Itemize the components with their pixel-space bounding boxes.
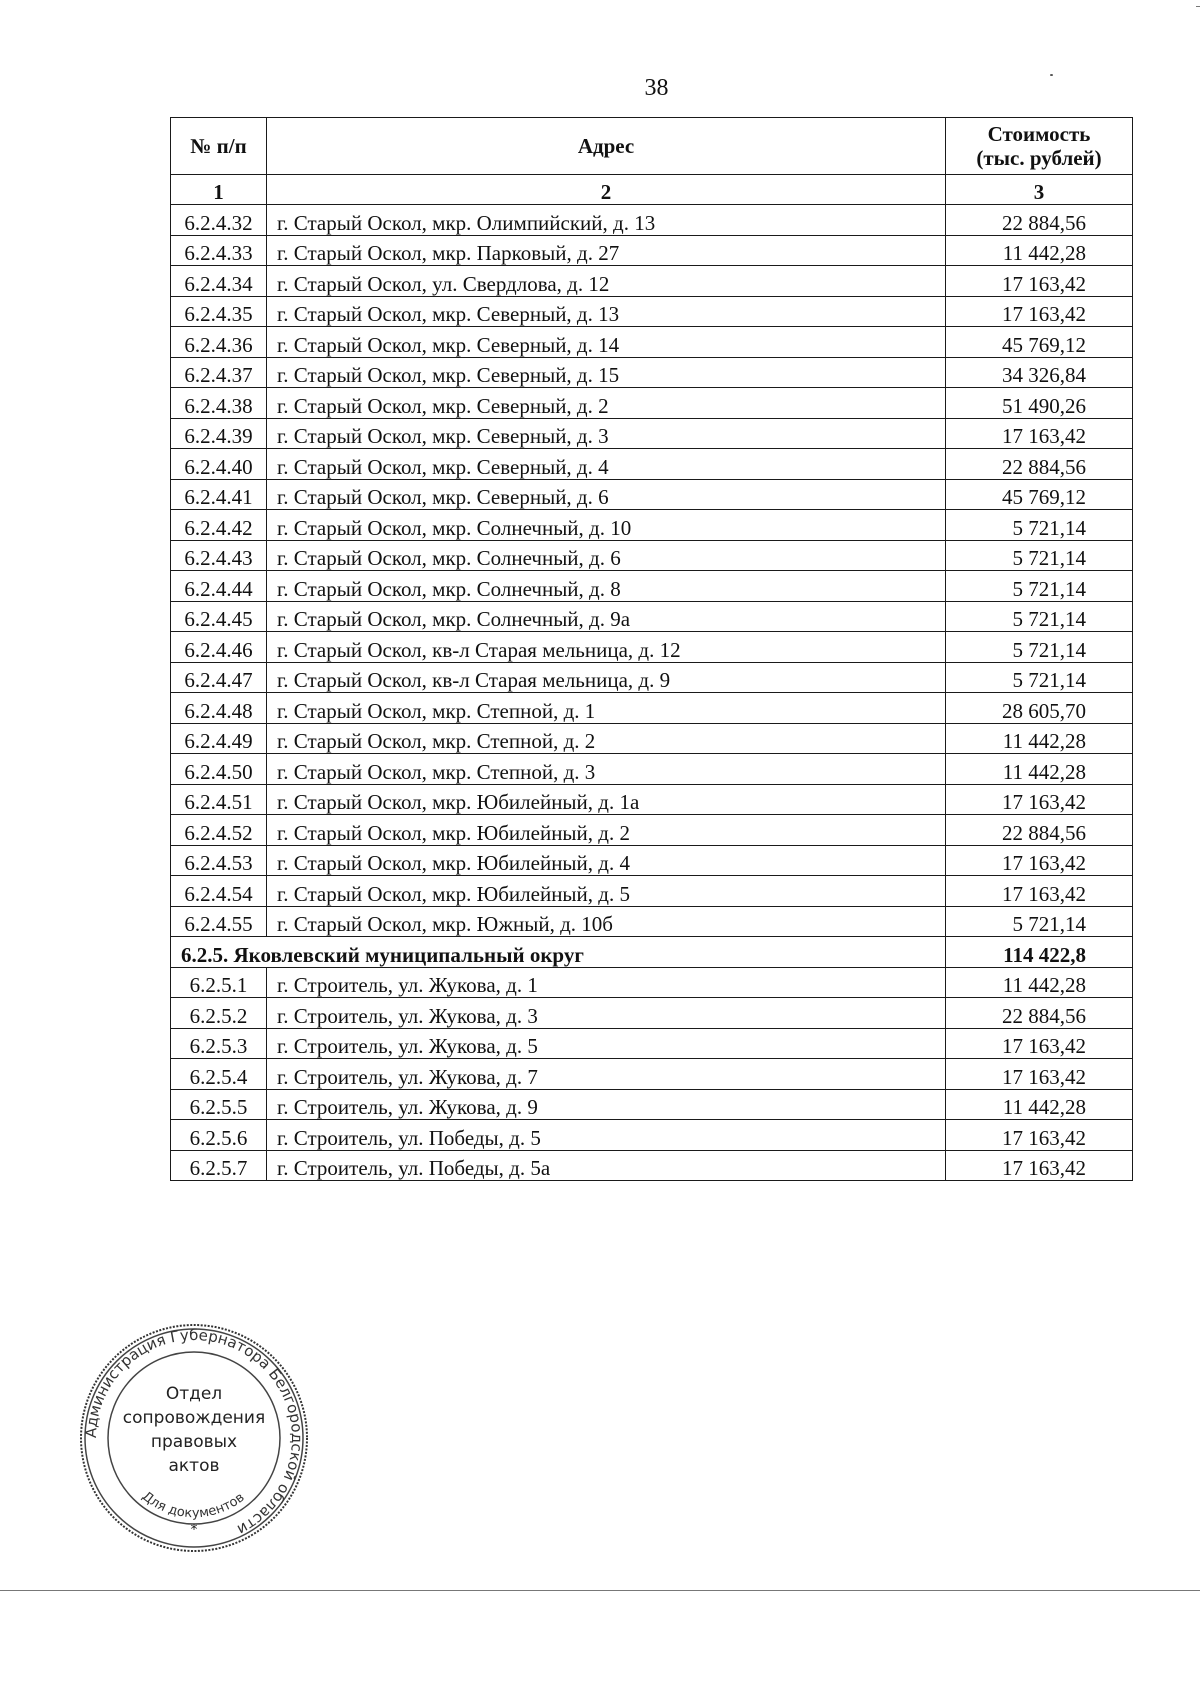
row-number: 6.2.5.6 bbox=[171, 1120, 267, 1151]
seal-bottom-mark: * bbox=[190, 1522, 198, 1538]
table-row bbox=[171, 571, 1133, 602]
row-cost: 17 163,42 bbox=[946, 784, 1133, 815]
row-cost: 11 442,28 bbox=[946, 1089, 1133, 1120]
table-row bbox=[171, 662, 1133, 693]
table-row bbox=[171, 266, 1133, 297]
column-number: 1 bbox=[171, 175, 267, 205]
row-number: 6.2.5.4 bbox=[171, 1059, 267, 1090]
row-address: г. Старый Оскол, мкр. Степной, д. 3 bbox=[267, 754, 946, 785]
row-number: 6.2.4.48 bbox=[171, 693, 267, 724]
row-address: г. Старый Оскол, мкр. Олимпийский, д. 13 bbox=[267, 205, 946, 236]
row-number: 6.2.4.36 bbox=[171, 327, 267, 358]
row-address: г. Старый Оскол, кв-л Старая мельница, д. 12 bbox=[267, 632, 946, 663]
scan-artifact-line bbox=[1196, 6, 1200, 7]
row-address: г. Строитель, ул. Жукова, д. 9 bbox=[267, 1089, 946, 1120]
row-number: 6.2.4.45 bbox=[171, 601, 267, 632]
row-address: г. Старый Оскол, мкр. Юбилейный, д. 1а bbox=[267, 784, 946, 815]
row-cost: 11 442,28 bbox=[946, 235, 1133, 266]
row-cost: 45 769,12 bbox=[946, 479, 1133, 510]
table-row bbox=[171, 845, 1133, 876]
header-cost-line1: Стоимость bbox=[987, 122, 1091, 146]
header-cost bbox=[946, 118, 1133, 175]
row-number: 6.2.4.44 bbox=[171, 571, 267, 602]
row-address: г. Старый Оскол, мкр. Юбилейный, д. 4 bbox=[267, 845, 946, 876]
seal-center-line: Отдел bbox=[165, 1384, 223, 1404]
row-address: г. Старый Оскол, мкр. Южный, д. 10б bbox=[267, 906, 946, 937]
seal-center-line: сопровождения bbox=[122, 1408, 266, 1428]
table-row bbox=[171, 418, 1133, 449]
row-number: 6.2.4.53 bbox=[171, 845, 267, 876]
row-cost: 11 442,28 bbox=[946, 967, 1133, 998]
row-number: 6.2.4.42 bbox=[171, 510, 267, 541]
row-number: 6.2.4.51 bbox=[171, 784, 267, 815]
row-cost: 11 442,28 bbox=[946, 754, 1133, 785]
row-number: 6.2.4.50 bbox=[171, 754, 267, 785]
table-row bbox=[171, 876, 1133, 907]
row-number: 6.2.4.39 bbox=[171, 418, 267, 449]
row-address: г. Строитель, ул. Победы, д. 5а bbox=[267, 1150, 946, 1181]
row-cost: 5 721,14 bbox=[946, 601, 1133, 632]
page-number: 38 bbox=[644, 75, 669, 101]
table-row bbox=[171, 693, 1133, 724]
seal-center-line: правовых bbox=[150, 1432, 238, 1452]
row-number: 6.2.4.40 bbox=[171, 449, 267, 480]
row-cost: 17 163,42 bbox=[946, 418, 1133, 449]
row-number: 6.2.4.46 bbox=[171, 632, 267, 663]
row-number: 6.2.4.52 bbox=[171, 815, 267, 846]
row-number: 6.2.5.1 bbox=[171, 967, 267, 998]
row-address: г. Старый Оскол, мкр. Парковый, д. 27 bbox=[267, 235, 946, 266]
row-number: 6.2.4.37 bbox=[171, 357, 267, 388]
row-cost: 34 326,84 bbox=[946, 357, 1133, 388]
header-cost-line2: (тыс. рублей) bbox=[976, 146, 1102, 170]
row-address: г. Старый Оскол, мкр. Юбилейный, д. 5 bbox=[267, 876, 946, 907]
table-section-row bbox=[171, 937, 1133, 968]
table-row bbox=[171, 784, 1133, 815]
table-row bbox=[171, 1150, 1133, 1181]
row-address: г. Старый Оскол, мкр. Степной, д. 2 bbox=[267, 723, 946, 754]
table-row bbox=[171, 388, 1133, 419]
row-cost: 22 884,56 bbox=[946, 449, 1133, 480]
section-total-cost: 114 422,8 bbox=[946, 937, 1133, 968]
row-number: 6.2.4.33 bbox=[171, 235, 267, 266]
official-seal-stamp bbox=[78, 1322, 310, 1554]
table-row bbox=[171, 1059, 1133, 1090]
row-address: г. Строитель, ул. Жукова, д. 5 bbox=[267, 1028, 946, 1059]
table-body bbox=[171, 205, 1133, 1181]
row-cost: 17 163,42 bbox=[946, 266, 1133, 297]
header-address: Адрес bbox=[267, 118, 946, 175]
row-address: г. Старый Оскол, мкр. Солнечный, д. 6 bbox=[267, 540, 946, 571]
row-address: г. Старый Оскол, мкр. Северный, д. 14 bbox=[267, 327, 946, 358]
row-cost: 17 163,42 bbox=[946, 296, 1133, 327]
row-address: г. Строитель, ул. Победы, д. 5 bbox=[267, 1120, 946, 1151]
table-row bbox=[171, 1089, 1133, 1120]
header-number: № п/п bbox=[171, 118, 267, 175]
scan-artifact-dot bbox=[1050, 74, 1053, 76]
table-row bbox=[171, 906, 1133, 937]
row-address: г. Строитель, ул. Жукова, д. 7 bbox=[267, 1059, 946, 1090]
row-address: г. Старый Оскол, мкр. Северный, д. 2 bbox=[267, 388, 946, 419]
table-row bbox=[171, 327, 1133, 358]
row-cost: 22 884,56 bbox=[946, 998, 1133, 1029]
row-number: 6.2.4.35 bbox=[171, 296, 267, 327]
row-number: 6.2.4.43 bbox=[171, 540, 267, 571]
table-row bbox=[171, 1028, 1133, 1059]
row-cost: 17 163,42 bbox=[946, 1120, 1133, 1151]
table-row bbox=[171, 357, 1133, 388]
row-cost: 17 163,42 bbox=[946, 845, 1133, 876]
row-number: 6.2.5.3 bbox=[171, 1028, 267, 1059]
scan-artifact-line bbox=[0, 1590, 1200, 1591]
table-row bbox=[171, 205, 1133, 236]
row-number: 6.2.5.7 bbox=[171, 1150, 267, 1181]
row-address: г. Строитель, ул. Жукова, д. 3 bbox=[267, 998, 946, 1029]
row-cost: 51 490,26 bbox=[946, 388, 1133, 419]
row-number: 6.2.5.5 bbox=[171, 1089, 267, 1120]
column-number-row bbox=[171, 175, 1133, 205]
table-row bbox=[171, 449, 1133, 480]
table-row bbox=[171, 601, 1133, 632]
table-row bbox=[171, 510, 1133, 541]
table-row bbox=[171, 967, 1133, 998]
row-cost: 28 605,70 bbox=[946, 693, 1133, 724]
row-number: 6.2.5.2 bbox=[171, 998, 267, 1029]
row-address: г. Старый Оскол, мкр. Северный, д. 3 bbox=[267, 418, 946, 449]
table-row bbox=[171, 632, 1133, 663]
row-address: г. Старый Оскол, мкр. Северный, д. 13 bbox=[267, 296, 946, 327]
table-row bbox=[171, 998, 1133, 1029]
row-address: г. Старый Оскол, мкр. Солнечный, д. 10 bbox=[267, 510, 946, 541]
row-number: 6.2.4.34 bbox=[171, 266, 267, 297]
row-address: г. Старый Оскол, мкр. Юбилейный, д. 2 bbox=[267, 815, 946, 846]
row-cost: 5 721,14 bbox=[946, 510, 1133, 541]
table-header-row bbox=[171, 118, 1133, 175]
row-address: г. Старый Оскол, ул. Свердлова, д. 12 bbox=[267, 266, 946, 297]
row-number: 6.2.4.38 bbox=[171, 388, 267, 419]
row-cost: 17 163,42 bbox=[946, 1150, 1133, 1181]
row-number: 6.2.4.55 bbox=[171, 906, 267, 937]
row-number: 6.2.4.32 bbox=[171, 205, 267, 236]
table-row bbox=[171, 540, 1133, 571]
seal-inner-text: Для документов bbox=[138, 1488, 248, 1522]
table-row bbox=[171, 815, 1133, 846]
table-row bbox=[171, 235, 1133, 266]
table-row bbox=[171, 754, 1133, 785]
row-cost: 17 163,42 bbox=[946, 876, 1133, 907]
row-address: г. Старый Оскол, мкр. Степной, д. 1 bbox=[267, 693, 946, 724]
seal-outer-text: Администрация Губернатора Белгородской области bbox=[81, 1325, 307, 1539]
table-row bbox=[171, 479, 1133, 510]
row-cost: 22 884,56 bbox=[946, 815, 1133, 846]
row-number: 6.2.4.41 bbox=[171, 479, 267, 510]
row-cost: 5 721,14 bbox=[946, 662, 1133, 693]
section-label: 6.2.5. Яковлевский муниципальный округ bbox=[171, 937, 946, 968]
row-number: 6.2.4.54 bbox=[171, 876, 267, 907]
column-number: 2 bbox=[267, 175, 946, 205]
row-cost: 45 769,12 bbox=[946, 327, 1133, 358]
table-row bbox=[171, 296, 1133, 327]
row-cost: 5 721,14 bbox=[946, 906, 1133, 937]
row-number: 6.2.4.47 bbox=[171, 662, 267, 693]
row-address: г. Старый Оскол, мкр. Северный, д. 15 bbox=[267, 357, 946, 388]
row-address: г. Старый Оскол, мкр. Солнечный, д. 8 bbox=[267, 571, 946, 602]
row-address: г. Строитель, ул. Жукова, д. 1 bbox=[267, 967, 946, 998]
row-address: г. Старый Оскол, мкр. Северный, д. 4 bbox=[267, 449, 946, 480]
table-row bbox=[171, 723, 1133, 754]
seal-center-line: актов bbox=[168, 1456, 220, 1476]
row-cost: 5 721,14 bbox=[946, 540, 1133, 571]
row-address: г. Старый Оскол, мкр. Северный, д. 6 bbox=[267, 479, 946, 510]
row-cost: 11 442,28 bbox=[946, 723, 1133, 754]
table-row bbox=[171, 1120, 1133, 1151]
column-number: 3 bbox=[946, 175, 1133, 205]
row-address: г. Старый Оскол, кв-л Старая мельница, д. 9 bbox=[267, 662, 946, 693]
row-cost: 17 163,42 bbox=[946, 1028, 1133, 1059]
row-number: 6.2.4.49 bbox=[171, 723, 267, 754]
cost-table bbox=[170, 117, 1133, 1181]
row-address: г. Старый Оскол, мкр. Солнечный, д. 9а bbox=[267, 601, 946, 632]
row-cost: 5 721,14 bbox=[946, 571, 1133, 602]
row-cost: 5 721,14 bbox=[946, 632, 1133, 663]
row-cost: 17 163,42 bbox=[946, 1059, 1133, 1090]
row-cost: 22 884,56 bbox=[946, 205, 1133, 236]
